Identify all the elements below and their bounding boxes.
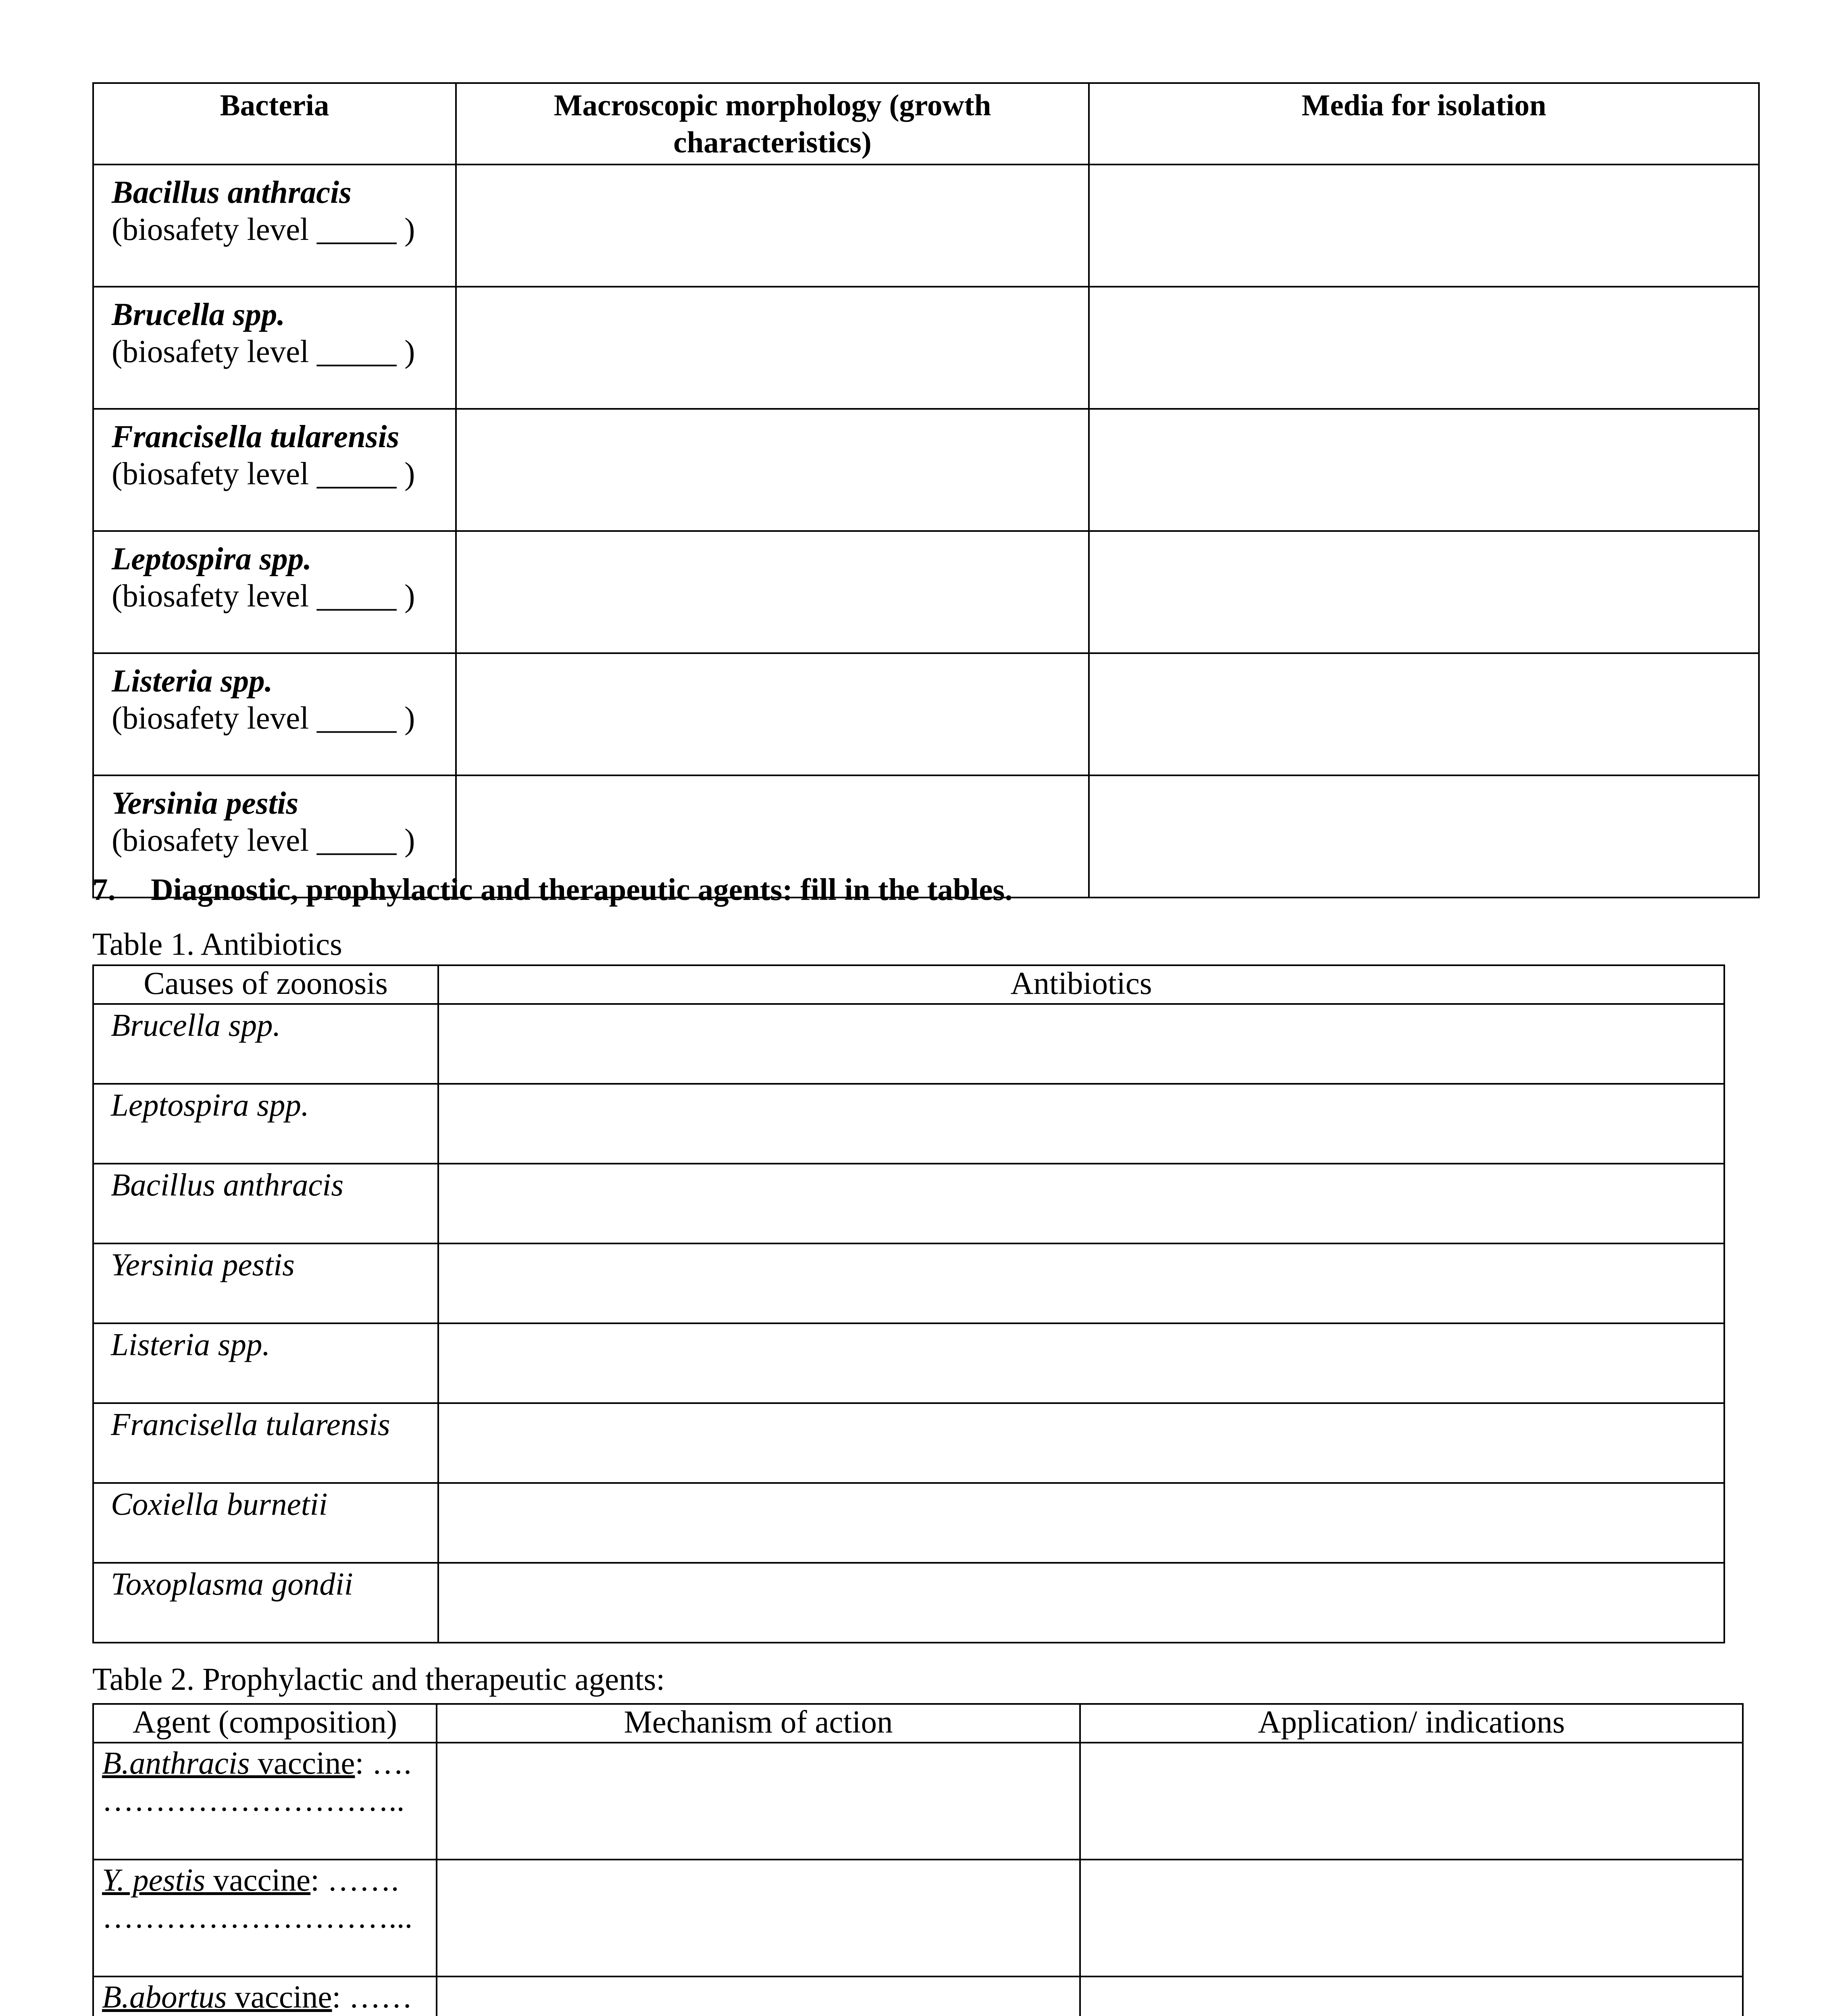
application-cell[interactable]: [1080, 1743, 1743, 1860]
table-row: [93, 287, 1759, 409]
bacteria-name-cell: [93, 287, 456, 409]
media-cell[interactable]: [1089, 775, 1759, 898]
table-row: [93, 1483, 1724, 1563]
bacteria-table: [92, 82, 1760, 898]
table-row: [93, 1743, 1743, 1860]
table-row: [93, 1976, 1743, 2016]
morphology-cell[interactable]: [456, 165, 1089, 287]
table1-caption: Table 1. Antibiotics: [92, 927, 342, 962]
species-name: Bacillus anthracis: [112, 175, 352, 210]
species-name: Leptospira spp.: [112, 541, 312, 577]
table-row: [93, 165, 1759, 287]
agent-cell[interactable]: [93, 1860, 437, 1976]
header-causes-of-zoonosis: Causes of zoonosis: [93, 965, 438, 1004]
zoonosis-cause: Coxiella burnetii: [93, 1483, 438, 1563]
media-cell[interactable]: [1089, 531, 1759, 653]
antibiotics-cell[interactable]: [438, 1243, 1724, 1323]
zoonosis-cause: Yersinia pestis: [93, 1243, 438, 1323]
antibiotics-table: [92, 964, 1725, 1643]
bacteria-name-cell: [93, 531, 456, 653]
antibiotics-cell[interactable]: [438, 1403, 1724, 1483]
table-header-row: [93, 965, 1724, 1004]
agent-blank-line: ………………………...: [102, 1900, 413, 1935]
zoonosis-cause: Toxoplasma gondii: [93, 1563, 438, 1643]
mechanism-cell[interactable]: [437, 1976, 1080, 2016]
mechanism-cell[interactable]: [437, 1860, 1080, 1976]
header-antibiotics: Antibiotics: [438, 965, 1724, 1004]
antibiotics-cell[interactable]: [438, 1164, 1724, 1243]
table-row: [93, 409, 1759, 531]
table-row: [93, 531, 1759, 653]
organism-name: Y. pestis: [102, 1863, 206, 1898]
zoonosis-cause: Brucella spp.: [93, 1004, 438, 1084]
table-header-row: [93, 83, 1759, 165]
table-row: [93, 1164, 1724, 1243]
table-row: [93, 1243, 1724, 1323]
biosafety-level-blank[interactable]: (biosafety level _____ ): [112, 212, 415, 247]
media-cell[interactable]: [1089, 409, 1759, 531]
header-application-indications: Application/ indications: [1080, 1704, 1743, 1743]
table-row: [93, 1084, 1724, 1164]
header-mechanism-of-action: Mechanism of action: [437, 1704, 1080, 1743]
species-name: Brucella spp.: [112, 297, 285, 332]
agent-name: [102, 1980, 332, 2015]
biosafety-level-blank[interactable]: (biosafety level _____ ): [112, 823, 415, 858]
section-title: Diagnostic, prophylactic and therapeutic agents: fill in the tables.: [151, 872, 1013, 907]
biosafety-level-blank[interactable]: (biosafety level _____ ): [112, 579, 415, 614]
agent-name: [102, 1746, 355, 1781]
media-cell[interactable]: [1089, 165, 1759, 287]
table-row: [93, 1403, 1724, 1483]
antibiotics-cell[interactable]: [438, 1323, 1724, 1403]
mechanism-cell[interactable]: [437, 1743, 1080, 1860]
agent-blank: : ….: [355, 1746, 412, 1781]
antibiotics-cell[interactable]: [438, 1563, 1724, 1643]
species-name: Francisella tularensis: [112, 419, 400, 454]
agent-blank: : …….: [310, 1863, 399, 1898]
section-heading: [92, 871, 1012, 908]
antibiotics-cell[interactable]: [438, 1483, 1724, 1563]
morphology-cell[interactable]: [456, 287, 1089, 409]
biosafety-level-blank[interactable]: (biosafety level _____ ): [112, 456, 415, 492]
table-row: [93, 653, 1759, 775]
table-header-row: [93, 1704, 1743, 1743]
section-number: 7.: [92, 872, 116, 907]
morphology-cell[interactable]: [456, 409, 1089, 531]
table-row: [93, 1323, 1724, 1403]
application-cell[interactable]: [1080, 1976, 1743, 2016]
agent-cell[interactable]: [93, 1976, 437, 2016]
species-name: Listeria spp.: [112, 664, 273, 699]
agent-label: vaccine: [205, 1863, 311, 1898]
header-media-for-isolation: Media for isolation: [1089, 83, 1759, 165]
agent-blank-line: ………………………..: [102, 1783, 405, 1818]
species-name: Yersinia pestis: [112, 786, 299, 821]
agent-cell[interactable]: [93, 1743, 437, 1860]
header-macroscopic-morphology: Macroscopic morphology (growth characteristics): [456, 83, 1089, 165]
agent-label: vaccine: [250, 1746, 355, 1781]
bacteria-name-cell: [93, 653, 456, 775]
media-cell[interactable]: [1089, 653, 1759, 775]
bacteria-name-cell: [93, 165, 456, 287]
antibiotics-cell[interactable]: [438, 1004, 1724, 1084]
zoonosis-cause: Listeria spp.: [93, 1323, 438, 1403]
agent-blank: : ……: [332, 1980, 413, 2015]
organism-name: B.abortus: [102, 1980, 227, 2015]
biosafety-level-blank[interactable]: (biosafety level _____ ): [112, 701, 415, 736]
table-row: [93, 1004, 1724, 1084]
zoonosis-cause: Bacillus anthracis: [93, 1164, 438, 1243]
table-row: [93, 1563, 1724, 1643]
zoonosis-cause: Francisella tularensis: [93, 1403, 438, 1483]
table2-caption: Table 2. Prophylactic and therapeutic agents:: [92, 1662, 665, 1697]
media-cell[interactable]: [1089, 287, 1759, 409]
agent-label: vaccine: [227, 1980, 332, 2015]
morphology-cell[interactable]: [456, 531, 1089, 653]
header-bacteria: Bacteria: [93, 83, 456, 165]
agent-name: [102, 1863, 310, 1898]
biosafety-level-blank[interactable]: (biosafety level _____ ): [112, 334, 415, 369]
zoonosis-cause: Leptospira spp.: [93, 1084, 438, 1164]
application-cell[interactable]: [1080, 1860, 1743, 1976]
bacteria-name-cell: [93, 409, 456, 531]
table-row: [93, 1860, 1743, 1976]
morphology-cell[interactable]: [456, 653, 1089, 775]
header-agent-composition: Agent (composition): [93, 1704, 437, 1743]
prophylactic-agents-table: [92, 1703, 1744, 2016]
antibiotics-cell[interactable]: [438, 1084, 1724, 1164]
organism-name: B.anthracis: [102, 1746, 250, 1781]
